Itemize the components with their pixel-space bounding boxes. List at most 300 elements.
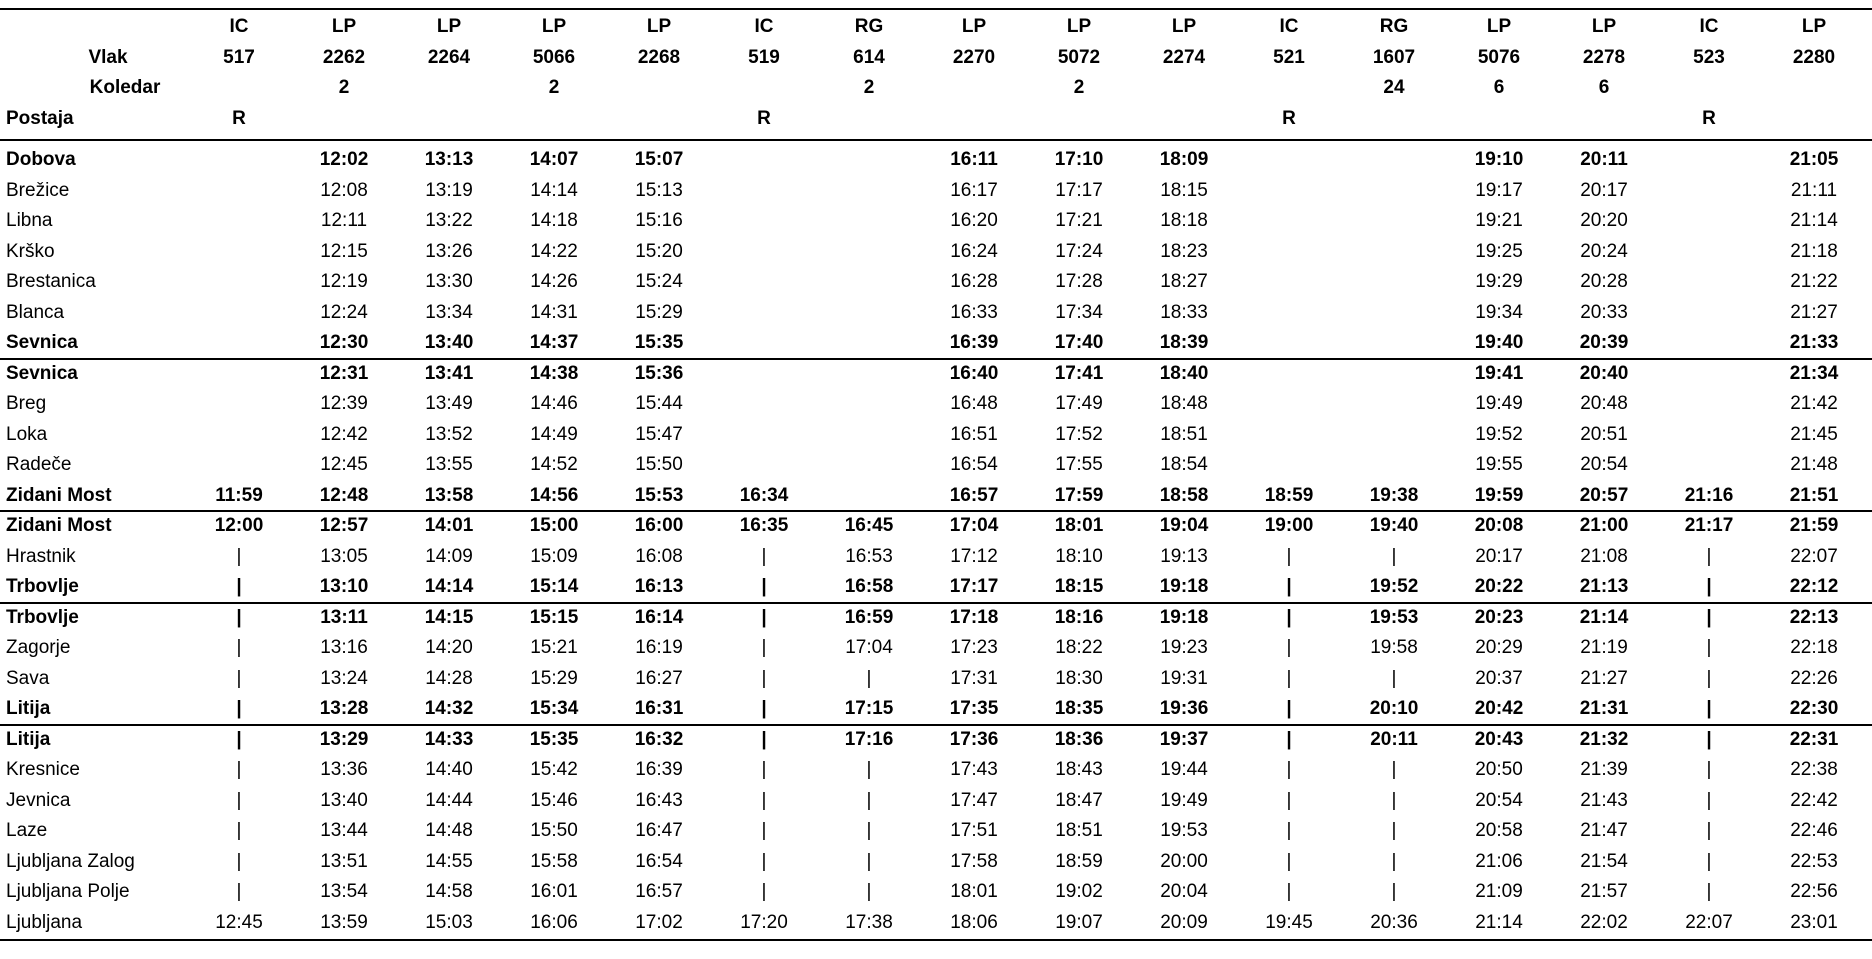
- departure-time: 16:32: [634, 728, 684, 750]
- departure-time: [1244, 328, 1334, 359]
- departure-time: |: [1391, 820, 1397, 841]
- departure-time: 12:15: [320, 240, 368, 262]
- departure-time: 17:49: [1055, 393, 1103, 414]
- departure-time: [1349, 420, 1439, 451]
- departure-time: 19:18: [1159, 576, 1209, 597]
- departure-time: |: [236, 789, 242, 811]
- station-name: Brestanica: [6, 271, 96, 292]
- departure-time: [1664, 145, 1754, 176]
- station-row: [0, 572, 1872, 603]
- departure-time: 15:09: [530, 545, 578, 567]
- departure-time: 12:08: [320, 179, 368, 201]
- departure-time: 14:14: [530, 179, 578, 201]
- departure-time: 19:00: [1264, 515, 1314, 536]
- train-koledar: 2: [1073, 77, 1085, 98]
- train-postaja: [929, 104, 1019, 135]
- departure-time: [824, 237, 914, 268]
- departure-time: [824, 145, 914, 176]
- departure-time: [719, 328, 809, 359]
- departure-time: 18:39: [1159, 332, 1209, 353]
- departure-time: 20:43: [1474, 728, 1524, 750]
- departure-time: |: [1706, 545, 1712, 567]
- departure-time: 13:11: [320, 606, 368, 628]
- station-row: [0, 633, 1872, 664]
- train-koledar: [929, 73, 1019, 104]
- departure-time: |: [1391, 759, 1397, 780]
- departure-time: 13:59: [320, 911, 368, 933]
- departure-time: 18:47: [1055, 789, 1103, 811]
- departure-time: |: [761, 606, 767, 628]
- departure-time: [1349, 389, 1439, 420]
- train-type: IC: [754, 16, 774, 37]
- departure-time: [1244, 145, 1334, 176]
- departure-time: |: [866, 850, 872, 872]
- station-name: Krško: [6, 240, 55, 262]
- departure-time: [824, 328, 914, 359]
- departure-time: 13:58: [424, 484, 474, 506]
- departure-time: 20:10: [1369, 698, 1419, 719]
- departure-time: 19:41: [1474, 362, 1524, 384]
- departure-time: 13:26: [425, 240, 473, 262]
- departure-time: 15:46: [530, 789, 578, 811]
- departure-time: 14:18: [530, 210, 578, 231]
- train-postaja: R: [1282, 107, 1296, 129]
- departure-time: |: [1706, 789, 1712, 811]
- departure-time: |: [1286, 728, 1292, 750]
- departure-time: 22:46: [1790, 820, 1838, 841]
- departure-time: [719, 298, 809, 329]
- train-type: LP: [1171, 16, 1197, 37]
- departure-time: 16:43: [635, 789, 683, 811]
- station-name: Kresnice: [6, 759, 80, 780]
- train-number: 5072: [1057, 46, 1101, 68]
- station-row: [0, 542, 1872, 573]
- header-row-koledar: [0, 73, 1872, 104]
- departure-time: 20:57: [1579, 484, 1629, 506]
- station-name: Jevnica: [6, 789, 71, 811]
- departure-time: |: [1286, 545, 1292, 567]
- departure-time: 14:44: [425, 789, 473, 811]
- station-name: Brežice: [6, 179, 70, 201]
- departure-time: 16:00: [634, 515, 684, 536]
- departure-time: |: [1706, 759, 1712, 780]
- train-type: LP: [436, 16, 462, 37]
- departure-time: 21:13: [1579, 576, 1629, 597]
- departure-time: 16:27: [635, 667, 683, 689]
- departure-time: [824, 176, 914, 207]
- departure-time: [1664, 267, 1754, 298]
- departure-time: 13:55: [425, 454, 473, 475]
- departure-time: [719, 206, 809, 237]
- train-number: 2280: [1792, 46, 1836, 68]
- departure-time: |: [761, 789, 767, 811]
- departure-time: |: [1706, 728, 1712, 750]
- departure-time: 17:52: [1055, 423, 1103, 445]
- departure-time: 15:47: [635, 423, 683, 445]
- departure-time: 18:59: [1264, 484, 1314, 506]
- train-type: LP: [1801, 16, 1827, 37]
- train-number: 614: [853, 46, 885, 68]
- departure-time: 20:54: [1475, 789, 1523, 811]
- departure-time: 11:59: [215, 484, 263, 506]
- departure-time: |: [1286, 881, 1292, 902]
- train-postaja: [299, 104, 389, 135]
- departure-time: 16:57: [949, 484, 999, 506]
- departure-time: |: [236, 606, 242, 628]
- header-row-vlak: [0, 43, 1872, 74]
- departure-time: 22:12: [1789, 576, 1839, 597]
- departure-time: 21:47: [1580, 820, 1628, 841]
- train-type: LP: [646, 16, 672, 37]
- station-row: [0, 694, 1872, 725]
- departure-time: 12:45: [320, 454, 368, 475]
- departure-time: 21:42: [1790, 393, 1838, 414]
- departure-time: 19:59: [1474, 484, 1524, 506]
- departure-time: [194, 237, 284, 268]
- departure-time: 21:57: [1580, 881, 1628, 902]
- departure-time: 15:03: [425, 911, 473, 933]
- departure-time: 14:52: [530, 454, 578, 475]
- departure-time: 16:53: [845, 545, 893, 567]
- train-postaja: R: [757, 107, 771, 129]
- departure-time: [719, 420, 809, 451]
- departure-time: 16:39: [949, 332, 999, 353]
- station-row: [0, 176, 1872, 207]
- departure-time: 17:15: [844, 698, 894, 719]
- departure-time: 22:56: [1790, 881, 1838, 902]
- train-number: 1607: [1372, 46, 1416, 68]
- departure-time: 13:13: [424, 149, 474, 170]
- departure-time: 19:18: [1159, 606, 1209, 628]
- train-koledar: [614, 73, 704, 104]
- header-row-type: [0, 12, 1872, 43]
- departure-time: 18:51: [1160, 423, 1208, 445]
- departure-time: 17:02: [635, 911, 683, 933]
- departure-time: 16:24: [950, 240, 998, 262]
- departure-time: 22:13: [1789, 606, 1839, 628]
- station-row: [0, 847, 1872, 878]
- departure-time: [1664, 420, 1754, 451]
- departure-time: |: [1391, 667, 1397, 689]
- departure-time: [194, 176, 284, 207]
- train-koledar: [1769, 73, 1859, 104]
- departure-time: 20:58: [1475, 820, 1523, 841]
- departure-time: |: [866, 759, 872, 780]
- departure-time: 17:17: [949, 576, 999, 597]
- departure-time: [194, 450, 284, 481]
- departure-time: 21:11: [1790, 179, 1838, 201]
- train-koledar: [194, 73, 284, 104]
- departure-time: 14:40: [425, 759, 473, 780]
- train-number: 2278: [1582, 46, 1626, 68]
- departure-time: [1664, 450, 1754, 481]
- departure-time: |: [866, 789, 872, 811]
- departure-time: 12:42: [320, 423, 368, 445]
- station-name: Sava: [6, 667, 50, 689]
- departure-time: |: [761, 881, 767, 902]
- departure-time: 13:44: [320, 820, 368, 841]
- train-koledar: 24: [1383, 77, 1405, 98]
- departure-time: 17:16: [844, 728, 894, 750]
- departure-time: |: [1391, 881, 1397, 902]
- train-type: LP: [331, 16, 357, 37]
- departure-time: [824, 481, 914, 512]
- departure-time: [194, 359, 284, 390]
- departure-time: [824, 420, 914, 451]
- departure-time: 19:17: [1475, 179, 1523, 201]
- departure-time: |: [236, 698, 242, 719]
- departure-time: 18:35: [1054, 698, 1104, 719]
- station-name: Sevnica: [6, 362, 78, 384]
- departure-time: 22:07: [1685, 911, 1733, 933]
- station-name: Laze: [6, 820, 48, 841]
- departure-time: [719, 267, 809, 298]
- train-koledar: 6: [1598, 77, 1610, 98]
- departure-time: 20:28: [1580, 271, 1628, 292]
- departure-time: 21:34: [1789, 362, 1839, 384]
- departure-time: 13:49: [425, 393, 473, 414]
- departure-time: 16:14: [634, 606, 684, 628]
- header-row-vlak-label: Vlak: [88, 46, 128, 68]
- departure-time: 18:51: [1055, 820, 1103, 841]
- train-number: 523: [1693, 46, 1725, 68]
- departure-time: 16:31: [634, 698, 684, 719]
- station-name: Ljubljana Polje: [6, 881, 130, 902]
- train-number: 2274: [1162, 46, 1206, 68]
- departure-time: [1349, 237, 1439, 268]
- departure-time: [1244, 450, 1334, 481]
- departure-time: [1244, 176, 1334, 207]
- departure-time: |: [1706, 820, 1712, 841]
- departure-time: [824, 359, 914, 390]
- station-name: Dobova: [6, 149, 76, 170]
- train-number: 2262: [322, 46, 366, 68]
- departure-time: [1349, 145, 1439, 176]
- train-type: LP: [1591, 16, 1617, 37]
- departure-time: 13:54: [320, 881, 368, 902]
- departure-time: [719, 359, 809, 390]
- departure-time: |: [1286, 606, 1292, 628]
- departure-time: [1244, 298, 1334, 329]
- departure-time: 17:34: [1055, 301, 1103, 323]
- header-row-postaja: [0, 104, 1872, 135]
- departure-time: 17:18: [949, 606, 999, 628]
- departure-time: 23:01: [1790, 911, 1838, 933]
- departure-time: 22:42: [1790, 789, 1838, 811]
- train-postaja: [1454, 104, 1544, 135]
- departure-time: 22:38: [1790, 759, 1838, 780]
- departure-time: 15:34: [529, 698, 579, 719]
- station-row: [0, 206, 1872, 237]
- train-type: LP: [961, 16, 987, 37]
- departure-time: 18:16: [1054, 606, 1104, 628]
- departure-time: 13:10: [319, 576, 369, 597]
- departure-time: 21:27: [1580, 667, 1628, 689]
- train-postaja: [1559, 104, 1649, 135]
- station-row: [0, 450, 1872, 481]
- departure-time: 15:35: [634, 332, 684, 353]
- departure-time: 15:00: [529, 515, 579, 536]
- departure-time: 21:08: [1580, 545, 1628, 567]
- departure-time: 22:30: [1789, 698, 1839, 719]
- departure-time: 16:33: [950, 301, 998, 323]
- departure-time: 14:07: [529, 149, 579, 170]
- departure-time: 14:09: [425, 545, 473, 567]
- departure-time: 21:54: [1580, 850, 1628, 872]
- station-name: Trbovlje: [6, 576, 79, 597]
- departure-time: 20:08: [1474, 515, 1524, 536]
- departure-time: [1664, 237, 1754, 268]
- departure-time: |: [761, 820, 767, 841]
- departure-time: 14:01: [424, 515, 474, 536]
- station-row: [0, 511, 1872, 542]
- station-name: Radeče: [6, 454, 72, 475]
- departure-time: |: [1706, 637, 1712, 658]
- station-row: [0, 603, 1872, 634]
- station-row: [0, 877, 1872, 908]
- departure-time: 19:10: [1474, 149, 1524, 170]
- departure-time: 19:58: [1370, 637, 1418, 658]
- departure-time: [1349, 328, 1439, 359]
- departure-time: 12:57: [319, 515, 369, 536]
- train-postaja: [1139, 104, 1229, 135]
- station-row: [0, 267, 1872, 298]
- departure-time: |: [761, 698, 767, 719]
- departure-time: 18:18: [1160, 210, 1208, 231]
- departure-time: 15:07: [634, 149, 684, 170]
- departure-time: |: [1286, 820, 1292, 841]
- departure-time: 15:29: [530, 667, 578, 689]
- train-koledar: [1244, 73, 1334, 104]
- departure-time: 20:17: [1580, 179, 1628, 201]
- train-koledar: 6: [1493, 77, 1505, 98]
- departure-time: |: [1391, 789, 1397, 811]
- departure-time: 14:58: [425, 881, 473, 902]
- departure-time: 18:15: [1160, 179, 1208, 201]
- departure-time: 19:04: [1159, 515, 1209, 536]
- departure-time: [194, 206, 284, 237]
- station-name: Blanca: [6, 301, 65, 323]
- departure-time: 21:19: [1580, 637, 1628, 658]
- departure-time: 21:48: [1790, 454, 1838, 475]
- departure-time: |: [761, 576, 767, 597]
- departure-time: 18:54: [1160, 454, 1208, 475]
- departure-time: 21:00: [1579, 515, 1629, 536]
- departure-time: 14:56: [529, 484, 579, 506]
- departure-time: 15:50: [530, 820, 578, 841]
- departure-time: 16:48: [950, 393, 998, 414]
- departure-time: 21:31: [1579, 698, 1629, 719]
- departure-time: 16:11: [950, 149, 998, 170]
- train-postaja: R: [232, 107, 246, 129]
- departure-time: |: [1706, 667, 1712, 689]
- departure-time: 15:13: [635, 179, 683, 201]
- departure-time: 17:51: [950, 820, 998, 841]
- station-row: [0, 298, 1872, 329]
- departure-time: 13:19: [425, 179, 473, 201]
- departure-time: |: [1706, 881, 1712, 902]
- departure-time: |: [236, 545, 242, 567]
- departure-time: 14:46: [530, 393, 578, 414]
- departure-time: 14:31: [530, 301, 578, 323]
- train-postaja: [404, 104, 494, 135]
- departure-time: 20:04: [1160, 881, 1208, 902]
- departure-time: 15:50: [635, 454, 683, 475]
- departure-time: 17:43: [950, 759, 998, 780]
- departure-time: [824, 267, 914, 298]
- departure-time: 20:48: [1580, 393, 1628, 414]
- departure-time: 21:16: [1684, 484, 1734, 506]
- departure-time: 20:40: [1579, 362, 1629, 384]
- departure-time: 17:58: [950, 850, 998, 872]
- departure-time: 19:40: [1474, 332, 1524, 353]
- departure-time: |: [236, 820, 242, 841]
- departure-time: [719, 389, 809, 420]
- train-type: LP: [541, 16, 567, 37]
- departure-time: 12:11: [320, 210, 368, 231]
- departure-time: |: [1286, 789, 1292, 811]
- station-row: [0, 755, 1872, 786]
- train-number: 2264: [427, 46, 471, 68]
- departure-time: 19:31: [1160, 667, 1208, 689]
- departure-time: 16:19: [635, 637, 683, 658]
- departure-time: 16:13: [634, 576, 684, 597]
- departure-time: 18:10: [1055, 545, 1103, 567]
- departure-time: 20:54: [1580, 454, 1628, 475]
- departure-time: [194, 389, 284, 420]
- departure-time: 22:18: [1790, 637, 1838, 658]
- departure-time: 17:12: [950, 545, 998, 567]
- departure-time: [824, 389, 914, 420]
- station-row: [0, 664, 1872, 695]
- train-type: IC: [229, 16, 249, 37]
- train-postaja: [509, 104, 599, 135]
- departure-time: 13:22: [425, 210, 473, 231]
- departure-time: 20:51: [1580, 423, 1628, 445]
- departure-time: 18:23: [1160, 240, 1208, 262]
- departure-time: 15:36: [634, 362, 684, 384]
- departure-time: [719, 145, 809, 176]
- station-name: Zidani Most: [6, 484, 112, 506]
- departure-time: 19:49: [1160, 789, 1208, 811]
- departure-time: 12:31: [319, 362, 369, 384]
- departure-time: [1349, 267, 1439, 298]
- departure-time: 12:39: [320, 393, 368, 414]
- departure-time: |: [761, 850, 767, 872]
- departure-time: [194, 328, 284, 359]
- departure-time: 21:45: [1790, 423, 1838, 445]
- train-postaja: [1349, 104, 1439, 135]
- departure-time: 21:39: [1580, 759, 1628, 780]
- departure-time: 19:52: [1369, 576, 1419, 597]
- departure-time: 22:02: [1580, 911, 1628, 933]
- train-koledar: [1664, 73, 1754, 104]
- departure-time: 18:27: [1160, 271, 1208, 292]
- departure-time: [1664, 328, 1754, 359]
- departure-time: 13:05: [320, 545, 368, 567]
- departure-time: 13:52: [425, 423, 473, 445]
- departure-time: 20:11: [1370, 728, 1418, 750]
- departure-time: 21:51: [1789, 484, 1839, 506]
- departure-time: 18:06: [950, 911, 998, 933]
- departure-time: 14:15: [424, 606, 474, 628]
- departure-time: 13:16: [320, 637, 368, 658]
- departure-time: 19:53: [1369, 606, 1419, 628]
- train-type: IC: [1279, 16, 1299, 37]
- departure-time: 15:44: [635, 393, 683, 414]
- departure-time: [194, 298, 284, 329]
- departure-time: 17:10: [1054, 149, 1104, 170]
